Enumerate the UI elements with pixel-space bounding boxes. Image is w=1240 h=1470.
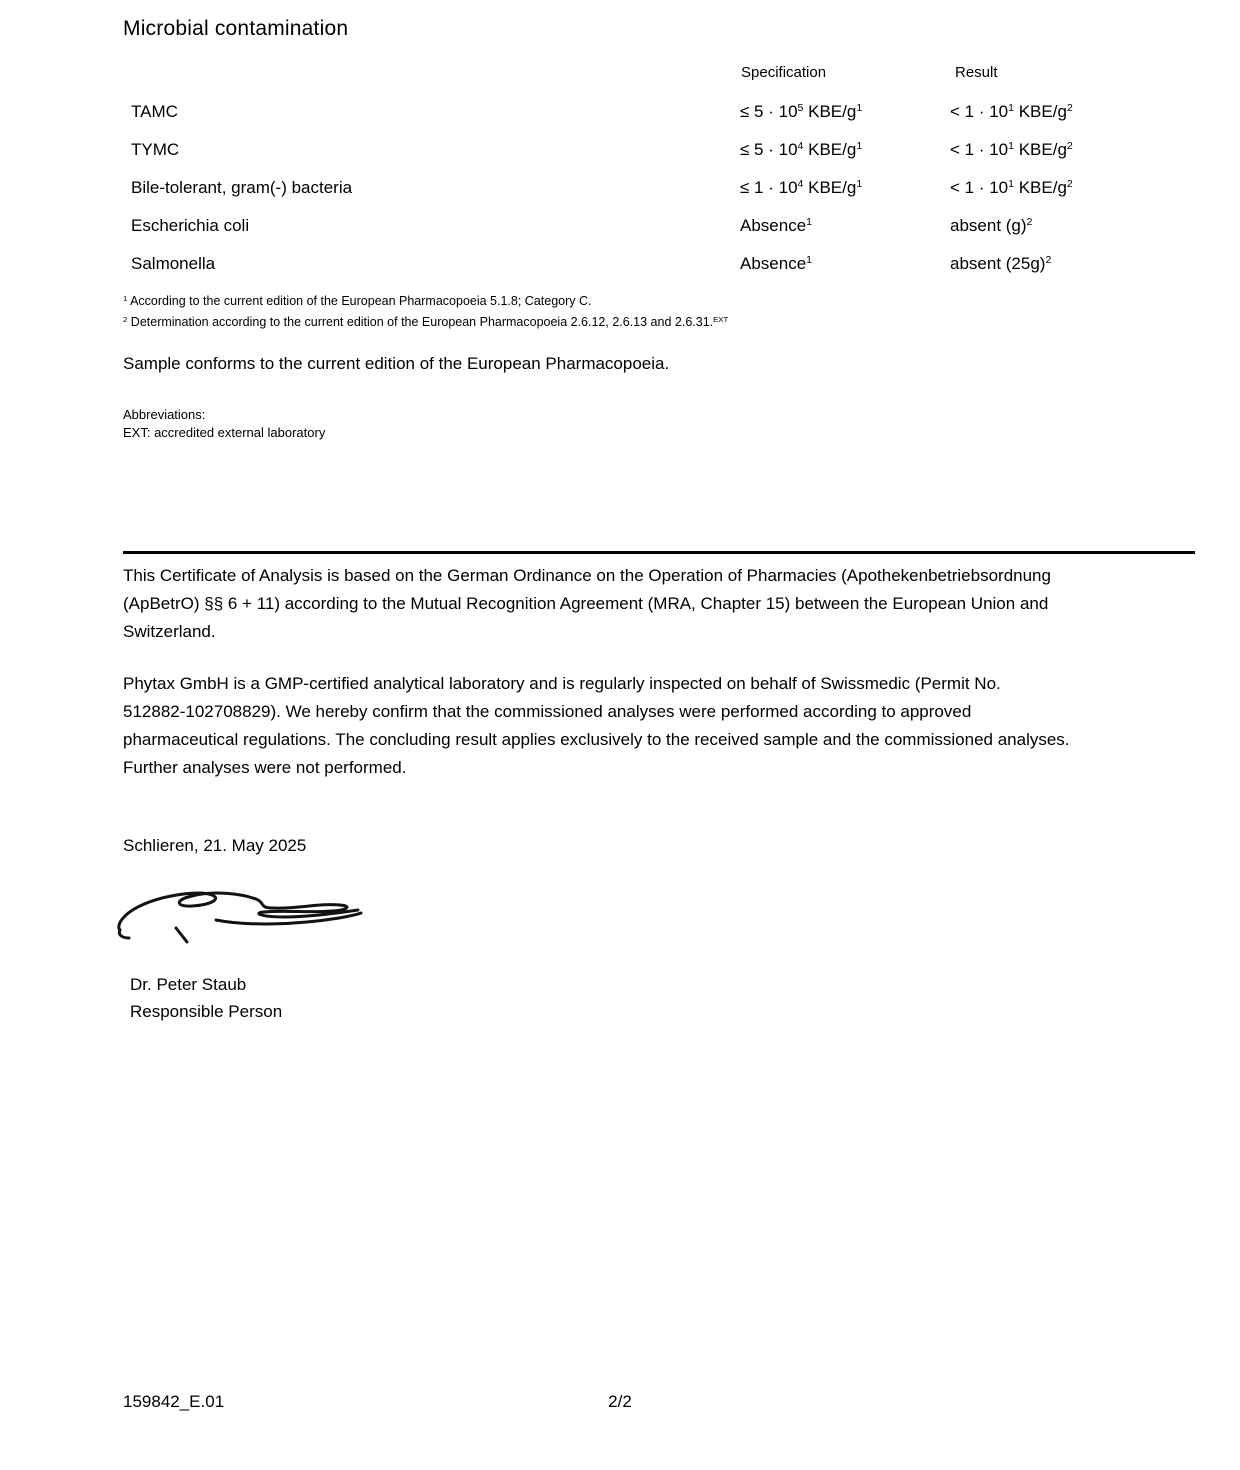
table-row-escherichia-coli	[0, 216, 1240, 240]
table-row-tymc	[0, 140, 1240, 164]
legal-paragraph-line: 512882-102708829). We hereby confirm that the commissioned analyses were performed according to approved	[123, 702, 972, 721]
abbreviation-item: EXT: accredited external laboratory	[123, 425, 326, 440]
footnote-2: $^2$ Determination according to the current edition of the European Pharmacopoeia 2.6.12, 2.6.13 and 2.6.31.$^{EXT}$	[123, 314, 729, 329]
signer-role: Responsible Person	[130, 1002, 283, 1021]
specification-value: ≤ $1 \cdot 10^4$ KBE/$g^1$	[740, 178, 863, 197]
column-header-specification: Specification	[741, 64, 827, 81]
specification-value: Absence$^1$	[740, 216, 813, 235]
abbreviations-label: Abbreviations:	[123, 407, 206, 422]
legal-paragraph-line: pharmaceutical regulations. The concluding result applies exclusively to the received sample and the commissioned analyses.	[123, 730, 1070, 749]
legal-paragraph-gmp	[123, 670, 1213, 782]
footnote-1: $^1$ According to the current edition of the European Pharmacopoeia 5.1.8; Category C.	[123, 293, 592, 308]
parameter-name: TYMC	[131, 140, 180, 159]
legal-paragraph-line: Phytax GmbH is a GMP-certified analytical laboratory and is regularly inspected on behalf of Swissmedic (Permit No.	[123, 674, 1001, 693]
parameter-name: Salmonella	[131, 254, 216, 273]
parameter-name: Escherichia coli	[131, 216, 250, 235]
specification-value: ≤ $5 \cdot 10^4$ KBE/$g^1$	[740, 140, 863, 159]
legal-paragraph-mra	[123, 562, 1213, 646]
legal-paragraph-line: Further analyses were not performed.	[123, 758, 407, 777]
parameter-name: Bile-tolerant, gram(-) bacteria	[131, 178, 353, 197]
signature-image	[112, 884, 368, 957]
footer-document-id: 159842_E.01	[123, 1392, 225, 1411]
specification-value: Absence$^1$	[740, 254, 813, 273]
footer-page-number: 2/2	[608, 1392, 632, 1411]
result-value: < $1 \cdot 10^1$ KBE/$g^2$	[950, 102, 1073, 121]
table-row-bile-tolerant	[0, 178, 1240, 202]
microbial-contamination-table	[0, 0, 1240, 290]
legal-paragraph-line: (ApBetrO) §§ 6 + 11) according to the Mutual Recognition Agreement (MRA, Chapter 15) between the European Union and	[123, 594, 1049, 613]
parameter-name: TAMC	[131, 102, 178, 121]
signature-strokes	[112, 884, 368, 952]
specification-value: ≤ $5 \cdot 10^5$ KBE/$g^1$	[740, 102, 863, 121]
result-value: absent $(25g)^2$	[950, 254, 1052, 273]
legal-paragraph-line: This Certificate of Analysis is based on the German Ordinance on the Operation of Pharmacies (Apothekenbetriebsordnung	[123, 566, 1051, 585]
legal-paragraph-line: Switzerland.	[123, 622, 216, 641]
result-value: < $1 \cdot 10^1$ KBE/$g^2$	[950, 178, 1073, 197]
page-title: Microbial contamination	[123, 17, 349, 40]
abbreviations-block	[123, 406, 325, 442]
conformity-statement: Sample conforms to the current edition of the European Pharmacopoeia.	[123, 354, 670, 373]
result-value: < $1 \cdot 10^1$ KBE/$g^2$	[950, 140, 1073, 159]
section-divider	[123, 551, 1195, 554]
signer-name: Dr. Peter Staub	[130, 975, 247, 994]
table-row-tamc	[0, 102, 1240, 126]
table-row-salmonella	[0, 254, 1240, 278]
footnotes	[123, 291, 728, 333]
result-value: absent $(g)^2$	[950, 216, 1033, 235]
signer-block	[130, 971, 282, 1025]
place-and-date: Schlieren, 21. May 2025	[123, 836, 307, 855]
column-header-result: Result	[955, 64, 998, 81]
